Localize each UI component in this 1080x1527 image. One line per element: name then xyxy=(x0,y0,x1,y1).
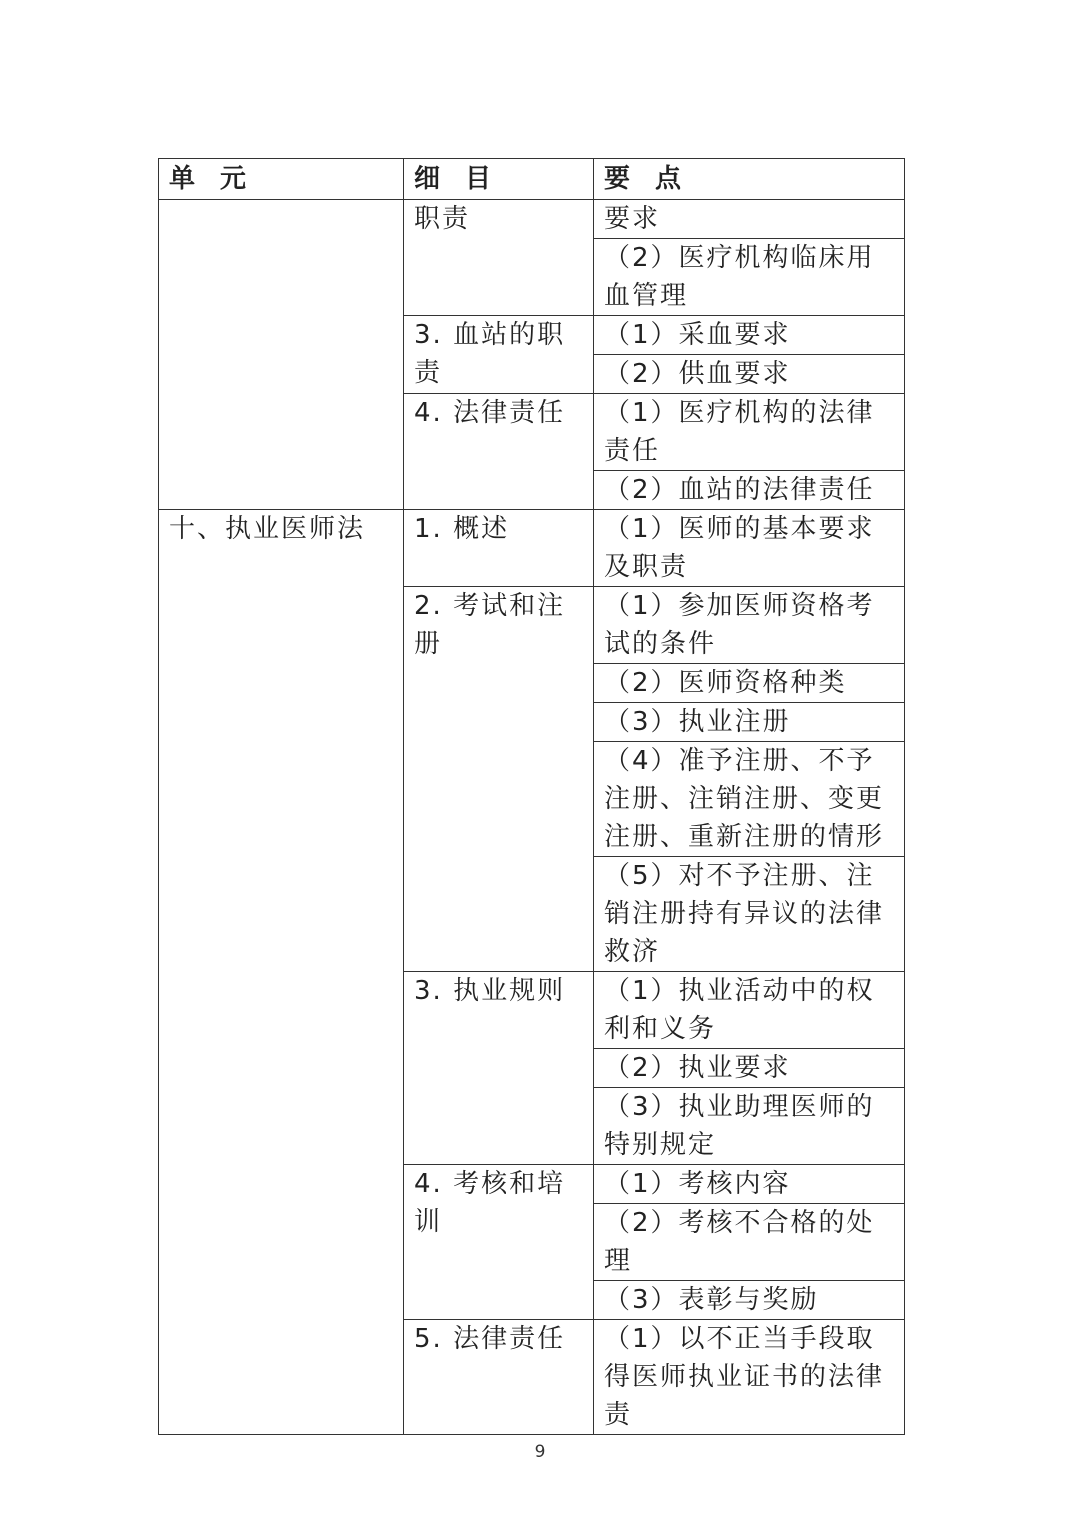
point-cell: （4）准予注册、不予注册、注销注册、变更注册、重新注册的情形 xyxy=(594,742,905,857)
point-cell: （2）供血要求 xyxy=(594,355,905,394)
point-cell: （5）对不予注册、注销注册持有异议的法律救济 xyxy=(594,857,905,972)
header-item: 细 目 xyxy=(404,159,594,200)
page-number: 9 xyxy=(534,1442,546,1462)
point-cell: 要求 xyxy=(594,200,905,239)
item-cell: 3. 血站的职责 xyxy=(404,316,594,394)
unit-cell: 十、执业医师法 xyxy=(159,510,404,1435)
point-cell: （2）医师资格种类 xyxy=(594,664,905,703)
table-row xyxy=(159,510,905,587)
header-point: 要 点 xyxy=(594,159,905,200)
item-cell: 4. 考核和培训 xyxy=(404,1165,594,1320)
point-cell: （3）表彰与奖励 xyxy=(594,1281,905,1320)
point-cell: （1）以不正当手段取得医师执业证书的法律责 xyxy=(594,1320,905,1435)
item-cell: 1. 概述 xyxy=(404,510,594,587)
item-cell: 2. 考试和注册 xyxy=(404,587,594,972)
header-unit: 单 元 xyxy=(159,159,404,200)
item-cell: 5. 法律责任 xyxy=(404,1320,594,1435)
table-header-row xyxy=(159,159,905,200)
point-cell: （3）执业注册 xyxy=(594,703,905,742)
item-cell: 3. 执业规则 xyxy=(404,972,594,1165)
point-cell: （3）执业助理医师的特别规定 xyxy=(594,1088,905,1165)
point-cell: （2）血站的法律责任 xyxy=(594,471,905,510)
syllabus-table xyxy=(158,158,905,1435)
point-cell: （1）采血要求 xyxy=(594,316,905,355)
point-cell: （1）医师的基本要求及职责 xyxy=(594,510,905,587)
point-cell: （2）执业要求 xyxy=(594,1049,905,1088)
point-cell: （1）医疗机构的法律责任 xyxy=(594,394,905,471)
point-cell: （1）执业活动中的权利和义务 xyxy=(594,972,905,1049)
point-cell: （1）考核内容 xyxy=(594,1165,905,1204)
point-cell: （2）医疗机构临床用血管理 xyxy=(594,239,905,316)
item-cell: 4. 法律责任 xyxy=(404,394,594,510)
point-cell: （2）考核不合格的处理 xyxy=(594,1204,905,1281)
point-cell: （1）参加医师资格考试的条件 xyxy=(594,587,905,664)
table-row xyxy=(159,200,905,239)
unit-cell xyxy=(159,200,404,510)
item-cell: 职责 xyxy=(404,200,594,316)
